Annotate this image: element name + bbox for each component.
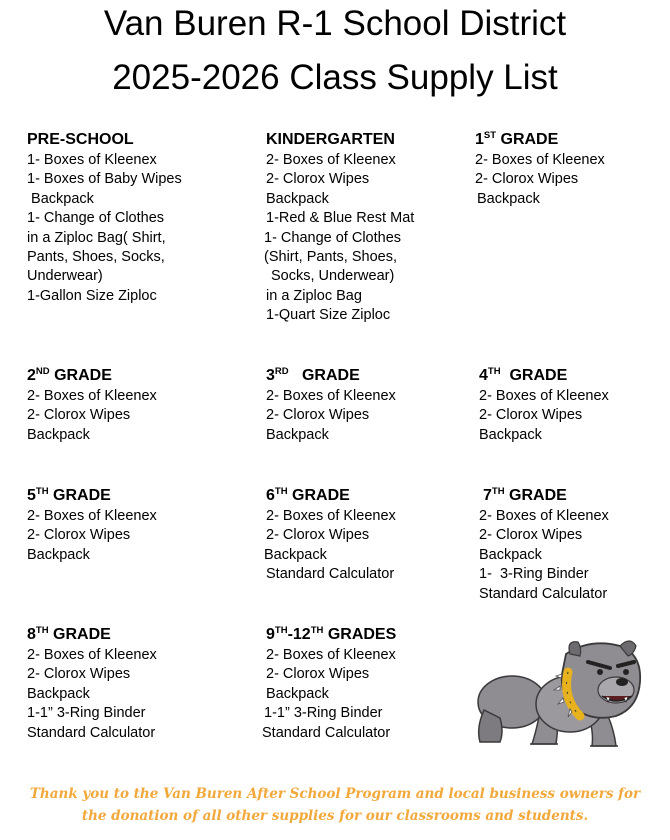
supply-item: 1-1” 3-Ring Binder <box>264 705 383 722</box>
supply-list <box>266 507 396 585</box>
thank-you-footer-line2: the donation of all other supplies for our classrooms and students. <box>81 808 589 824</box>
page-title-list: 2025-2026 Class Supply List <box>112 58 558 97</box>
supply-item: 2- Clorox Wipes <box>266 407 370 424</box>
supply-list <box>27 151 182 306</box>
supply-item: Underwear) <box>27 268 103 285</box>
grade-block-kindergarten <box>266 130 414 326</box>
supply-item: Standard Calculator <box>27 724 156 741</box>
supply-item: Backpack <box>27 546 90 563</box>
supply-list <box>27 387 157 445</box>
grade-block-2nd <box>27 366 157 445</box>
page-title-district: Van Buren R-1 School District <box>103 4 567 43</box>
supply-list <box>27 507 157 565</box>
supply-item: 2- Boxes of Kleenex <box>27 647 157 663</box>
grade-heading: 3RD GRADE <box>266 366 360 384</box>
supply-item: 1-Gallon Size Ziploc <box>27 287 157 304</box>
supply-item: 1- 3-Ring Binder <box>479 566 589 583</box>
supply-list <box>479 507 609 604</box>
supply-item: 2- Clorox Wipes <box>266 666 370 683</box>
supply-item: 2- Boxes of Kleenex <box>266 388 396 404</box>
supply-list <box>266 151 414 326</box>
grade-heading: 9TH-12TH GRADES <box>266 625 397 643</box>
supply-item: 2- Boxes of Kleenex <box>479 508 609 524</box>
supply-item: 2- Boxes of Kleenex <box>479 388 609 404</box>
supply-item: 1- Change of Clothes <box>264 229 402 246</box>
supply-list <box>475 151 605 209</box>
supply-item: Backpack <box>27 190 94 207</box>
grade-block-preschool <box>27 130 182 306</box>
supply-item: 1-1” 3-Ring Binder <box>27 705 146 722</box>
supply-item: Backpack <box>27 685 90 702</box>
supply-item: in a Ziploc Bag( Shirt, <box>27 229 166 246</box>
grade-block-6th <box>266 486 396 585</box>
supply-item: Pants, Shoes, Socks, <box>27 249 165 266</box>
supply-item: 1- Boxes of Kleenex <box>27 152 157 168</box>
supply-item: 2- Boxes of Kleenex <box>266 647 396 663</box>
supply-list <box>266 387 396 445</box>
supply-item: 2- Clorox Wipes <box>479 527 583 544</box>
supply-item: Standard Calculator <box>262 724 391 741</box>
supply-item: Backpack <box>479 426 542 443</box>
supply-item: 2- Boxes of Kleenex <box>475 152 605 168</box>
grade-heading: 4TH GRADE <box>479 366 568 384</box>
supply-item: Standard Calculator <box>479 585 608 602</box>
supply-item: 1-Quart Size Ziploc <box>266 307 391 324</box>
supply-item: in a Ziploc Bag <box>266 287 362 304</box>
bulldog-mascot-icon <box>470 632 650 752</box>
supply-item: 2- Boxes of Kleenex <box>266 508 396 524</box>
supply-item: 2- Clorox Wipes <box>475 171 579 188</box>
supply-list <box>262 646 396 743</box>
grade-heading: 5TH GRADE <box>27 486 111 504</box>
supply-item: 2- Clorox Wipes <box>27 666 131 683</box>
grade-heading: 7TH GRADE <box>483 486 567 504</box>
supply-item: Backpack <box>266 426 329 443</box>
grade-heading: 8TH GRADE <box>27 625 111 643</box>
supply-item: 1- Boxes of Baby Wipes <box>27 171 182 188</box>
supply-item: Socks, Underwear) <box>271 268 395 285</box>
supply-item: 2- Clorox Wipes <box>266 527 370 544</box>
supply-item: 2- Clorox Wipes <box>27 527 131 544</box>
supply-list <box>479 387 609 445</box>
grade-heading: 2ND GRADE <box>27 366 112 384</box>
supply-item: Backpack <box>266 190 329 207</box>
supply-item: Backpack <box>27 426 90 443</box>
supply-item: Standard Calculator <box>266 566 395 583</box>
grade-block-3rd <box>266 366 396 445</box>
grade-block-8th <box>27 625 157 743</box>
thank-you-footer-line1: Thank you to the Van Buren After School Program and local business owners for <box>29 786 641 802</box>
supply-item: 2- Clorox Wipes <box>479 407 583 424</box>
supply-item: 2- Clorox Wipes <box>266 171 370 188</box>
grade-heading: PRE-SCHOOL <box>27 131 134 148</box>
supply-item: 2- Boxes of Kleenex <box>266 152 396 168</box>
grade-heading: 6TH GRADE <box>266 486 350 504</box>
grade-block-7th <box>479 486 609 604</box>
grade-heading: KINDERGARTEN <box>266 131 395 148</box>
supply-item: 2- Clorox Wipes <box>27 407 131 424</box>
supply-item: 2- Boxes of Kleenex <box>27 508 157 524</box>
grade-block-5th <box>27 486 157 565</box>
supply-item: 1- Change of Clothes <box>27 210 165 227</box>
supply-item: Backpack <box>264 546 327 563</box>
grade-block-4th <box>479 366 609 445</box>
supply-item: Backpack <box>477 190 540 207</box>
supply-item: 2- Boxes of Kleenex <box>27 388 157 404</box>
grade-block-1st <box>475 130 605 209</box>
supply-item: 1-Red & Blue Rest Mat <box>266 210 415 227</box>
grade-block-9th-12th <box>262 625 397 743</box>
supply-item: Backpack <box>479 546 542 563</box>
supply-item: (Shirt, Pants, Shoes, <box>264 249 397 266</box>
supply-list <box>27 646 157 743</box>
supply-item: Backpack <box>266 685 329 702</box>
grade-heading: 1ST GRADE <box>475 130 559 148</box>
